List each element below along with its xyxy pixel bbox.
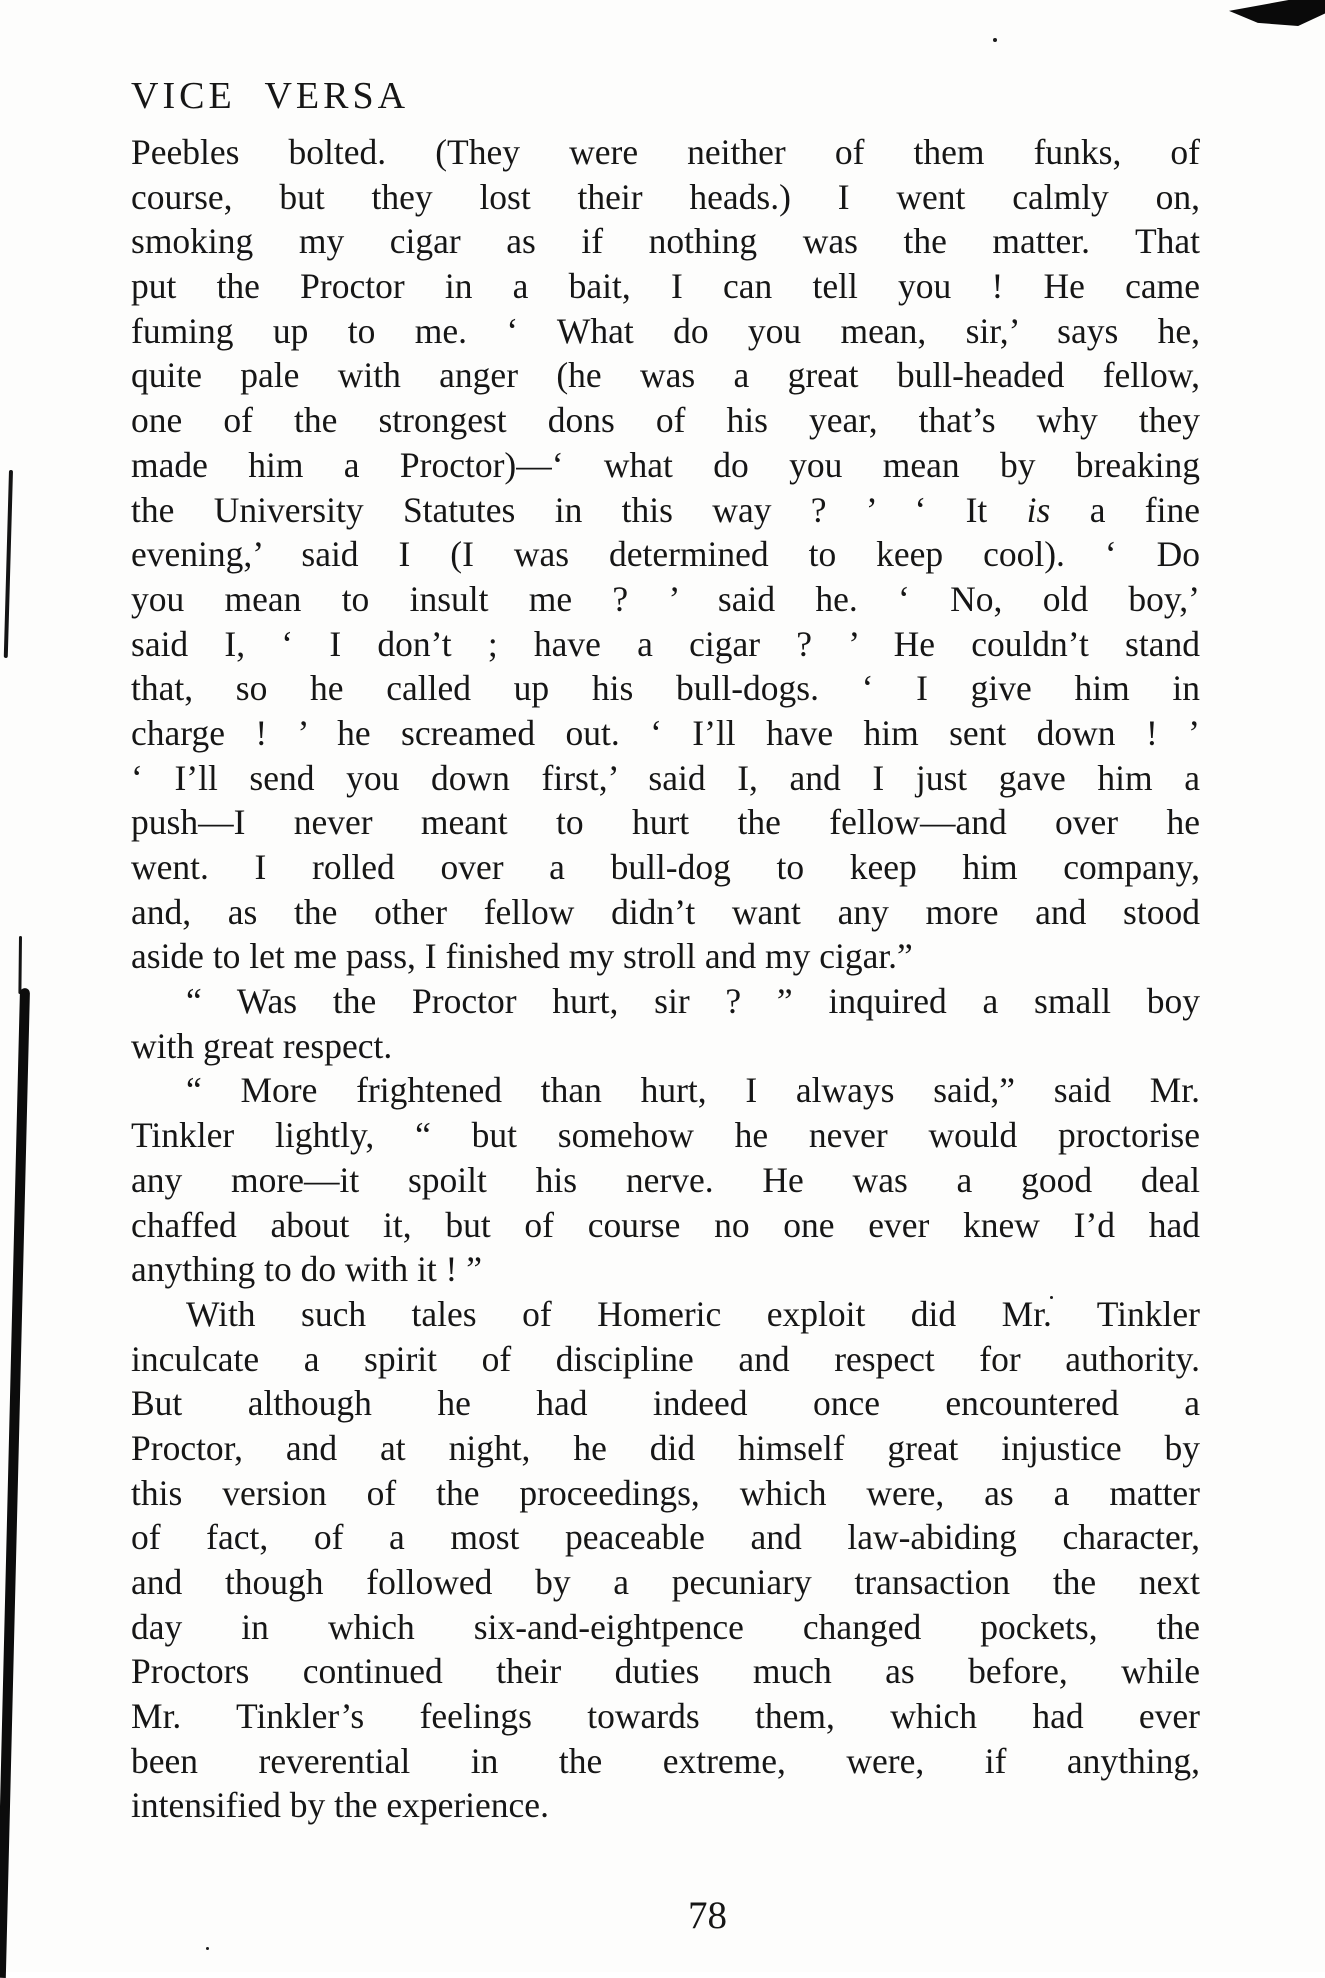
paragraph [131,130,1200,979]
text-line: said I, ‘ I don’t ; have a cigar ? ’ He couldn’t stand [131,623,1200,664]
text-line: aside to let me pass, I finished my stroll and my cigar.” [131,936,913,977]
running-header: VICE VERSA [131,75,410,117]
text-line: put the Proctor in a bait, I can tell you ! He came [131,266,1200,307]
text-line: “ Was the Proctor hurt, sir ? ” inquired a small boy [186,981,1200,1022]
paragraph [131,1292,1200,1828]
text-line: push—I never meant to hurt the fellow—and over he [131,802,1200,843]
text-line: that, so he called up his bull-dogs. ‘ I give him in [131,668,1200,709]
text-line: and though followed by a pecuniary transaction the next [131,1562,1200,1602]
paragraph [131,1068,1200,1291]
scan-speck [993,38,997,42]
text-line: inculcate a spirit of discipline and respect for authority. [131,1338,1200,1379]
text-line: day in which six-and-eightpence changed pockets, the [131,1606,1200,1647]
text-line: evening,’ said I (I was determined to keep cool). ‘ Do [131,534,1200,575]
text-line: any more—it spoilt his nerve. He was a good deal [131,1159,1200,1200]
scan-gutter-mark-lower-tip [18,936,22,994]
text-line: quite pale with anger (he was a great bull-headed fellow, [131,355,1200,396]
text-line: smoking my cigar as if nothing was the matter. That [131,221,1200,262]
text-line: one of the strongest dons of his year, that’s why they [131,400,1200,441]
text-line: and, as the other fellow didn’t want any more and stood [131,891,1200,932]
text-line: Peebles bolted. (They were neither of them funks, of [131,132,1200,172]
scan-corner-artifact [1229,0,1325,26]
text-line: Mr. Tinkler’s feelings towards them, which had ever [131,1696,1200,1737]
text-line: But although he had indeed once encountered a [131,1383,1200,1424]
text-line: Proctors continued their duties much as before, while [131,1651,1200,1692]
text-line: you mean to insult me ? ’ said he. ‘ No, old boy,’ [131,578,1200,619]
paragraph [131,979,1200,1068]
text-line: With such tales of Homeric exploit did Mr. Tinkler [186,1293,1200,1334]
scan-speck [206,1947,209,1950]
text-block [131,130,1200,1828]
text-line: ‘ I’ll send you down first,’ said I, and I just gave him a [131,757,1200,798]
scan-gutter-mark-lower [0,988,30,1978]
text-line: with great respect. [131,1025,393,1066]
text-line: anything to do with it ! ” [131,1249,483,1290]
text-line: been reverential in the extreme, were, if anything, [131,1740,1200,1781]
text-line: charge ! ’ he screamed out. ‘ I’ll have him sent down ! ’ [131,712,1200,753]
text-line: “ More frightened than hurt, I always said,” said Mr. [186,1070,1200,1111]
text-line: this version of the proceedings, which were, as a matter [131,1472,1200,1513]
text-line: of fact, of a most peaceable and law-abiding character, [131,1517,1200,1558]
text-line: went. I rolled over a bull-dog to keep him company, [131,847,1200,887]
text-line: fuming up to me. ‘ What do you mean, sir,’ says he, [131,310,1200,351]
text-line: course, but they lost their heads.) I went calmly on, [131,176,1200,217]
page-number: 78 [688,1894,727,1937]
text-line: Tinkler lightly, “ but somehow he never would proctorise [131,1115,1200,1156]
text-line: Proctor, and at night, he did himself great injustice by [131,1427,1200,1468]
text-line: the University Statutes in this way ? ’ ‘ It is a fine [131,489,1200,530]
text-line: intensified by the experience. [131,1785,549,1826]
text-line: chaffed about it, but of course no one ever knew I’d had [131,1204,1200,1245]
scan-gutter-mark-upper [4,470,13,658]
text-line: made him a Proctor)—‘ what do you mean by breaking [131,444,1200,485]
